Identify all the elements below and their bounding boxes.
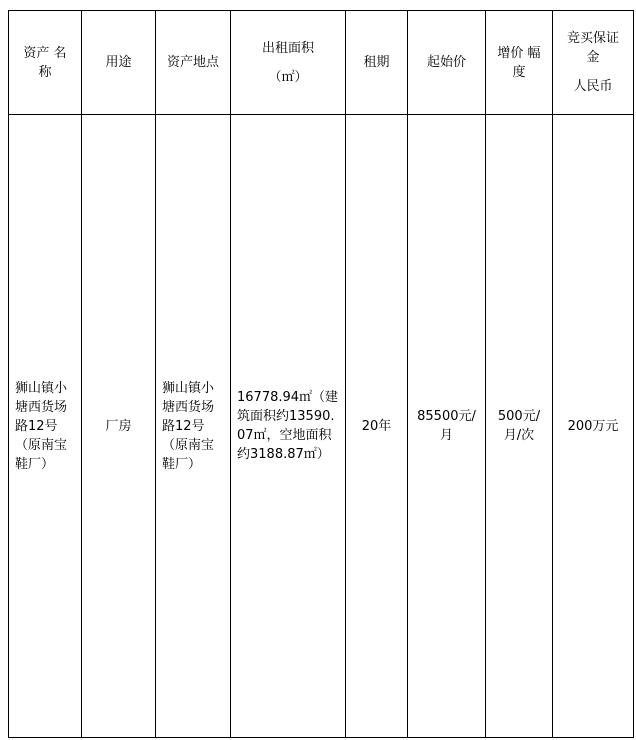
header-asset-name-line-1: 资产 名 [23, 45, 67, 61]
header-lease-term [346, 11, 408, 115]
cell-increment: 500元/月/次 [486, 115, 553, 738]
header-rent-area [231, 11, 346, 115]
cell-deposit: 200万元 [553, 115, 634, 738]
header-deposit-line-1: 竞买保证 [566, 31, 619, 46]
header-increment-line-1: 增价 幅 [497, 45, 541, 61]
header-start-price-label: 起始价 [426, 55, 466, 70]
cell-rent-area: 16778.94㎡（建筑面积约13590.07㎡，空地面积约3188.87㎡） [231, 115, 346, 738]
header-deposit-line-3: 人民币 [573, 79, 613, 94]
header-increment-line-2: 度 [512, 64, 526, 80]
table-row [9, 115, 634, 738]
header-rent-area-spacer [237, 58, 339, 68]
header-start-price [408, 11, 486, 115]
header-location-label: 资产地点 [166, 55, 219, 70]
header-usage [82, 11, 156, 115]
header-asset-name [9, 11, 82, 115]
table-header-row [9, 11, 634, 115]
cell-lease-term: 20年 [346, 115, 408, 738]
header-increment [486, 11, 553, 115]
header-deposit-spacer [559, 67, 627, 77]
cell-start-price: 85500元/月 [408, 115, 486, 738]
header-lease-term-label: 租期 [363, 55, 390, 70]
cell-asset-name: 狮山镇小塘西货场路12号（原南宝鞋厂） [9, 115, 82, 738]
cell-location: 狮山镇小塘西货场路12号（原南宝鞋厂） [156, 115, 231, 738]
header-rent-area-unit: （㎡） [268, 69, 308, 85]
header-rent-area-line-1: 出租面积 [261, 40, 314, 56]
asset-lease-table [8, 10, 634, 738]
header-deposit-line-2: 金 [586, 50, 600, 65]
header-location [156, 11, 231, 115]
header-usage-label: 用途 [105, 55, 132, 70]
header-deposit [553, 11, 634, 115]
cell-usage: 厂房 [82, 115, 156, 738]
header-asset-name-line-2: 称 [38, 64, 52, 80]
